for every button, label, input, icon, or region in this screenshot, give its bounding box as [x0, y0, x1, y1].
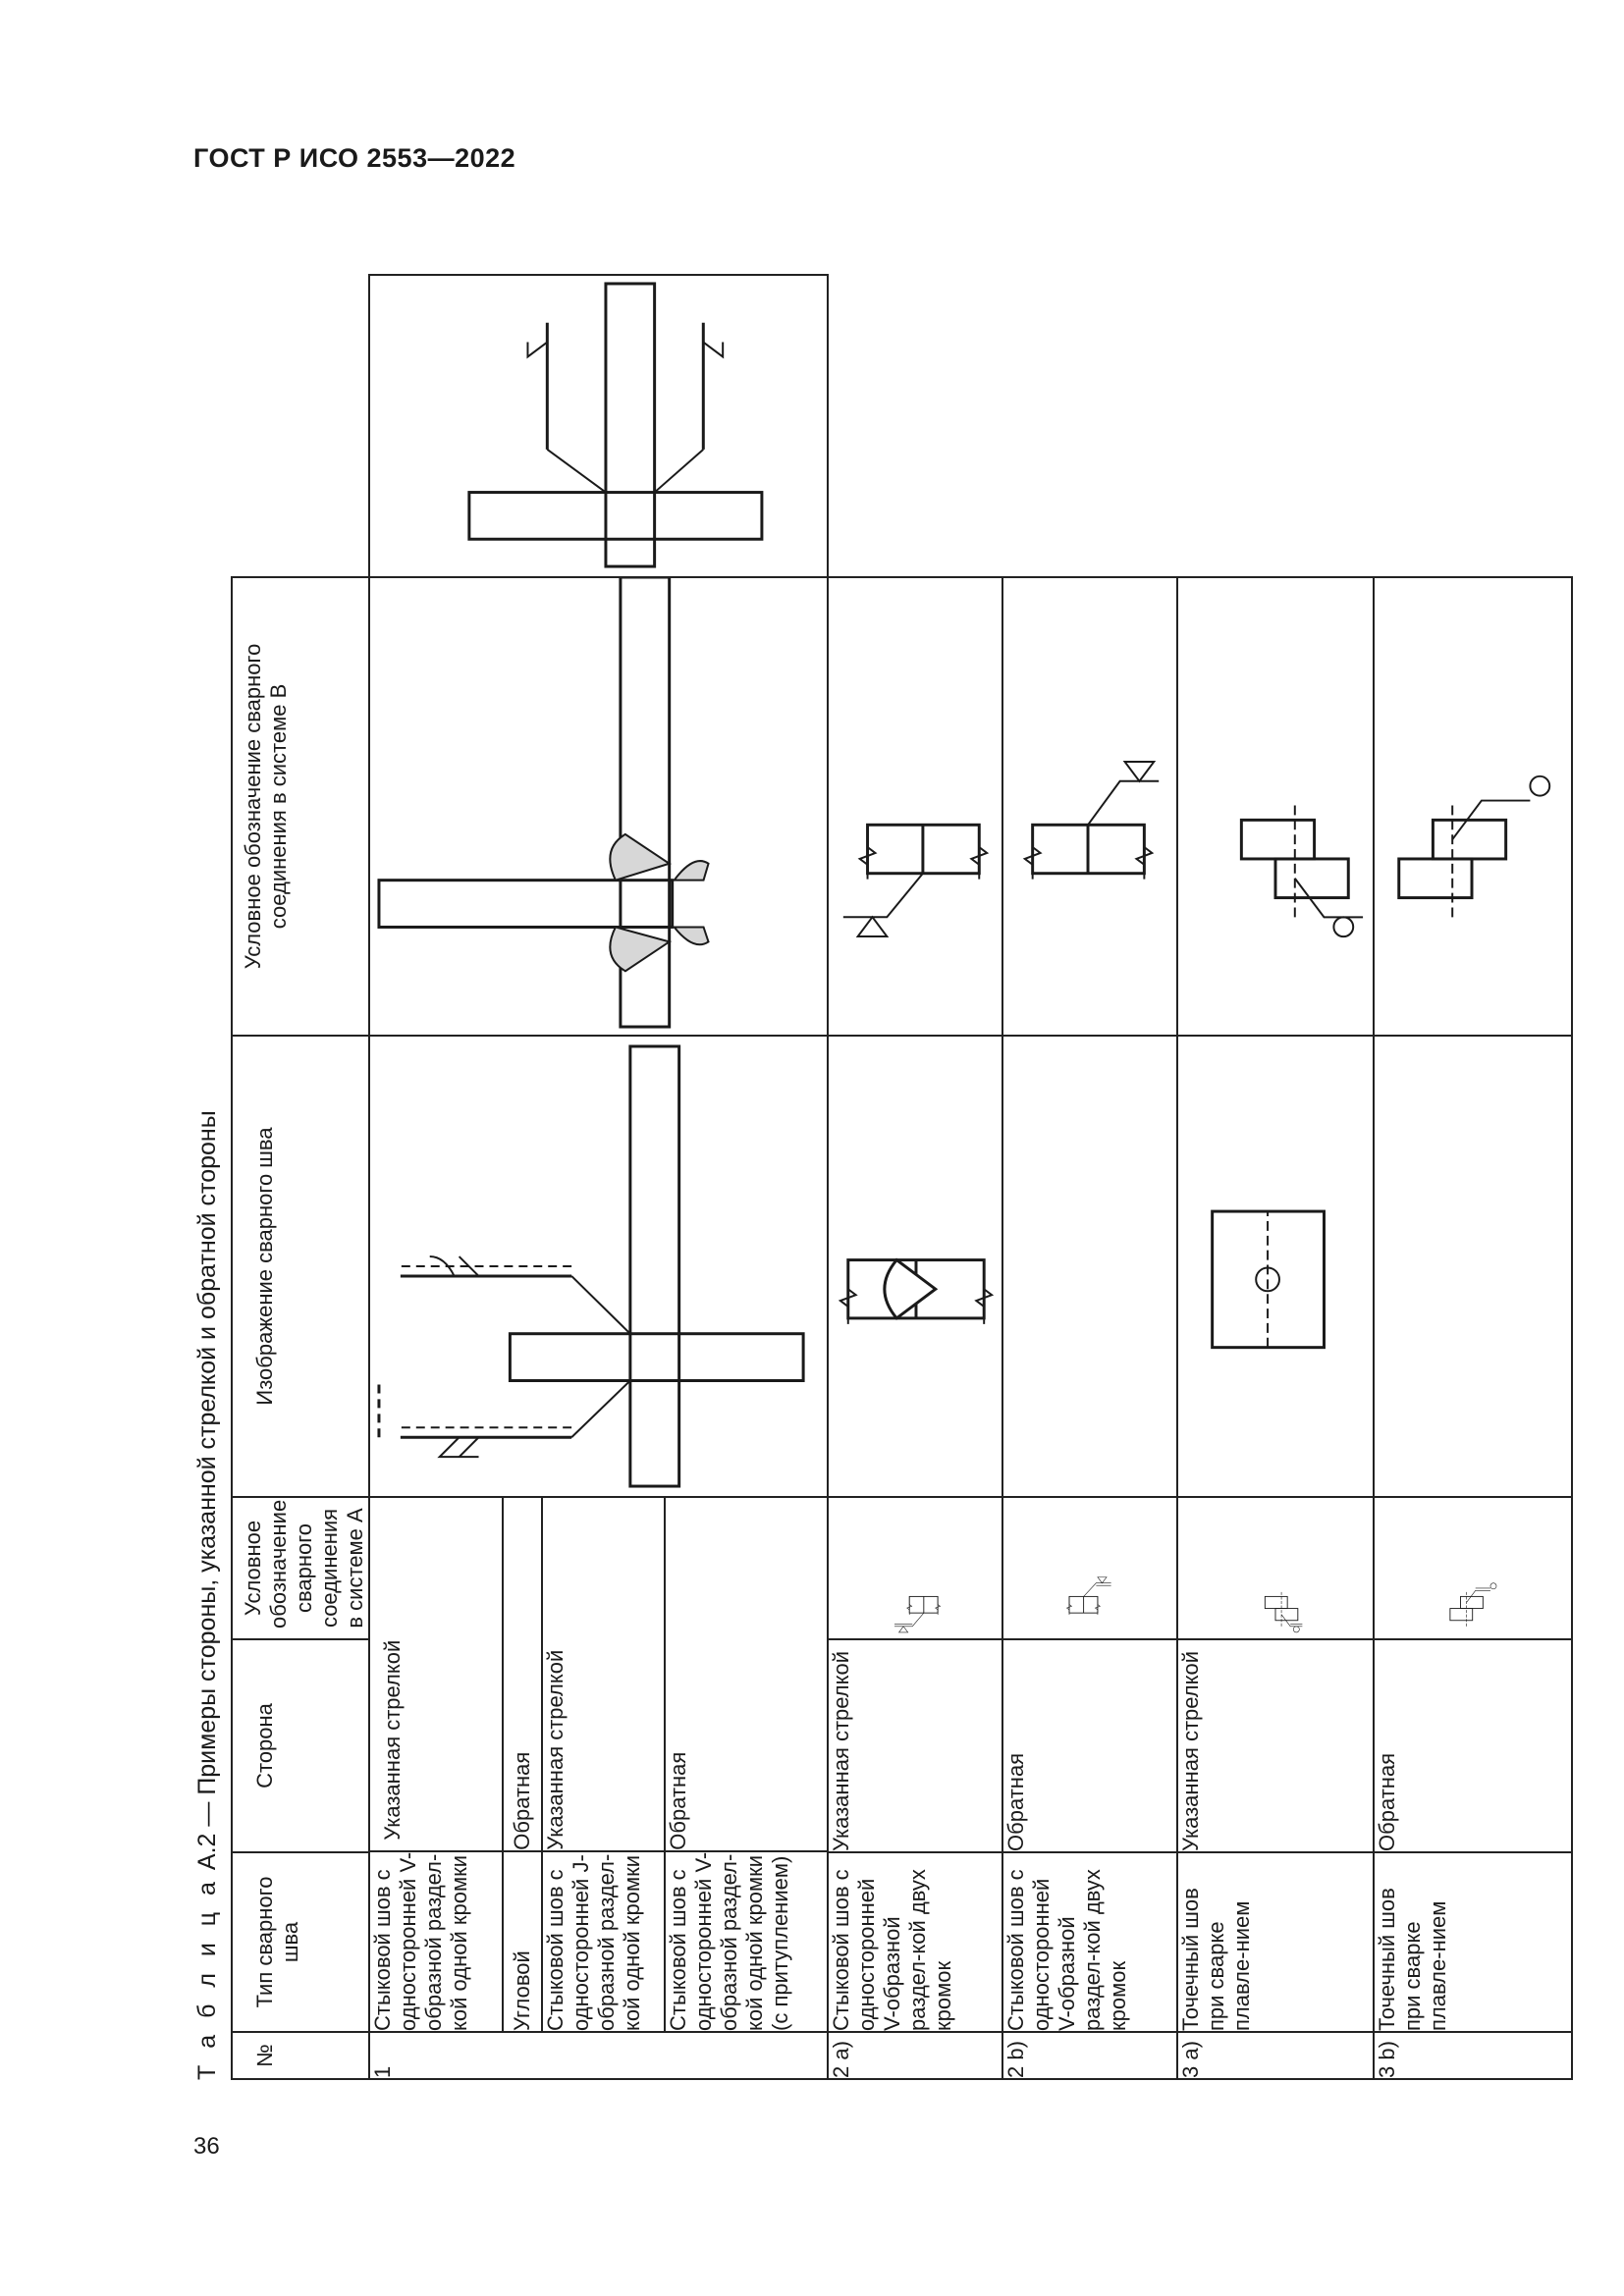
drawing-3b-system-b — [1375, 578, 1571, 1035]
row-2b-symbol-system-a — [1002, 1497, 1177, 1639]
row-1-type-3: Стыковой шов с односторонней J-образной раздел-кой одной кромки — [542, 1851, 665, 2031]
row-2a-side: Указанная стрелкой — [828, 1639, 1002, 1852]
weld-bead — [610, 927, 669, 971]
row-2a-symbol-system-b — [828, 577, 1002, 1036]
row-3a-symbol-system-a — [1177, 1497, 1374, 1639]
weld-bead — [675, 861, 709, 881]
row-2b-side: Обратная — [1002, 1639, 1177, 1852]
arrow-line — [1467, 1588, 1490, 1603]
drawing-3b-weld-image — [1375, 1037, 1571, 1496]
row-2b-type: Стыковой шов с односторонней V-образной раздел-кой двух кромок — [1002, 1852, 1177, 2032]
row-2a-weld-image — [828, 1036, 1002, 1497]
row-1-symbol-system-b — [369, 275, 828, 577]
row-2b-symbol-system-b — [1002, 577, 1177, 1036]
weld-symbol — [440, 1437, 479, 1457]
spot-symbol — [1530, 776, 1549, 796]
plate — [1433, 820, 1505, 859]
drawing-3b-system-a — [1375, 1498, 1571, 1638]
row-1-subtable — [370, 1498, 827, 2031]
arrow-line — [655, 450, 704, 493]
drawing-2b-system-b — [1003, 578, 1176, 1035]
weld-symbol — [1098, 1577, 1107, 1583]
row-1-number: 1 — [369, 2032, 828, 2079]
col-header-side: Сторона — [232, 1639, 369, 1852]
row-1-weld-image — [369, 577, 828, 1036]
row-3b-weld-image — [1374, 1036, 1572, 1497]
row-2b-weld-image — [1002, 1036, 1177, 1497]
row-1-type-1: Стыковой шов с односторонней V-образной раздел-кой одной кромки — [370, 1851, 503, 2031]
row-3b-symbol-system-b — [1374, 577, 1572, 1036]
row-1-symbol-system-a — [369, 1036, 828, 1497]
weld-symbol — [1125, 762, 1155, 781]
row-1-side-2: Обратная — [503, 1498, 542, 1851]
weld-bead — [675, 927, 709, 944]
row-3a-number: 3 a) — [1177, 2032, 1374, 2079]
plate — [1461, 1596, 1484, 1608]
row-1-side-3: Указанная стрелкой — [542, 1498, 665, 1851]
spot-symbol — [1333, 917, 1353, 936]
header-row — [232, 275, 369, 2079]
weld-symbol — [899, 1627, 908, 1632]
row-1-subrows — [369, 1497, 828, 2032]
col-header-system-a-text: Условное обозначение сварного соединения в системе А — [241, 1499, 367, 1629]
row-3b-number: 3 b) — [1374, 2032, 1572, 2079]
caption-label: Т а б л и ц а — [193, 1877, 221, 2080]
drawing-3a-system-b — [1178, 578, 1373, 1035]
page-number: 36 — [193, 2133, 220, 2160]
arrow-line — [894, 1613, 924, 1627]
row-1-type-2: Угловой — [503, 1851, 542, 2031]
row-3b-side: Обратная — [1374, 1639, 1572, 1852]
plate — [1265, 1596, 1287, 1608]
row-1-side-4: Обратная — [666, 1751, 690, 1850]
row-3a-side: Указанная стрелкой — [1177, 1639, 1374, 1852]
row-3a-type: Точечный шов при сварке плавле-нием — [1177, 1852, 1374, 2032]
spot-symbol — [1293, 1627, 1299, 1632]
drawing-2a-weld-image — [829, 1037, 1001, 1496]
drawing-3a-system-a — [1178, 1498, 1373, 1638]
arrow-line — [571, 1276, 630, 1334]
rotated-table-area — [191, 276, 1521, 2096]
plate — [1399, 859, 1472, 898]
arrow-line — [571, 1380, 630, 1437]
drawing-2a-system-a — [829, 1498, 1001, 1638]
row-2a-symbol-system-a — [828, 1497, 1002, 1639]
plate — [1275, 1609, 1298, 1621]
table-row-2a — [828, 275, 1002, 2079]
weld-bead — [610, 834, 669, 881]
col-header-system-b — [232, 577, 369, 1036]
arrow-line — [1084, 1583, 1111, 1597]
row-3b-symbol-system-a — [1374, 1497, 1572, 1639]
drawing-2b-weld-image — [1003, 1037, 1176, 1496]
table-row-3a — [1177, 275, 1374, 2079]
col-header-no: № — [232, 2032, 369, 2079]
table-row-1 — [369, 275, 828, 2079]
drawing-1-system-a — [370, 1037, 827, 1496]
col-header-system-b-text: Условное обозначение сварного соединения в системе B — [241, 643, 291, 970]
drawing-2a-system-b — [829, 578, 1001, 1035]
weld-symbol — [858, 917, 888, 936]
arrow-line — [547, 450, 606, 493]
row-1-side-1: Указанная стрелкой — [380, 1639, 405, 1841]
drawing-3a-weld-image — [1178, 1037, 1373, 1496]
arrow-line — [1088, 781, 1159, 825]
row-1-type-4: Стыковой шов с односторонней V-образной раздел-кой одной кромки (с притуплением) — [665, 1851, 827, 2031]
spot-symbol — [1490, 1583, 1496, 1589]
drawing-1-system-b — [370, 276, 827, 576]
row-2a-number: 2 a) — [828, 2032, 1002, 2079]
row-2b-number: 2 b) — [1002, 2032, 1177, 2079]
document-header: ГОСТ Р ИСО 2553—2022 — [193, 143, 516, 173]
weld-bead — [885, 1260, 936, 1318]
row-2a-type: Стыковой шов с односторонней V-образной раздел-кой двух кромок — [828, 1852, 1002, 2032]
drawing-1-weld-image — [370, 578, 827, 1035]
row-3a-weld-image — [1177, 1036, 1374, 1497]
weld-symbol — [527, 343, 723, 357]
row-1-side-1-cell — [370, 1498, 503, 1851]
col-header-type: Тип сварного шва — [232, 1852, 369, 2032]
plate — [1275, 859, 1348, 898]
plate — [1241, 820, 1314, 859]
caption-text: А.2 — Примеры стороны, указанной стрелкой и обратной стороны — [193, 1110, 221, 1878]
row-3b-type: Точечный шов при сварке плавле-нием — [1374, 1852, 1572, 2032]
weld-examples-table — [231, 274, 1573, 2080]
arrow-line — [843, 874, 923, 917]
drawing-2b-system-a — [1003, 1498, 1176, 1638]
table-row-2b — [1002, 275, 1177, 2079]
row-3a-symbol-system-b — [1177, 577, 1374, 1036]
col-header-system-a — [232, 1497, 369, 1639]
table-row-3b — [1374, 275, 1572, 2079]
col-header-image: Изображение сварного шва — [232, 1036, 369, 1497]
plate — [1450, 1609, 1473, 1621]
table-caption — [193, 1110, 222, 2080]
